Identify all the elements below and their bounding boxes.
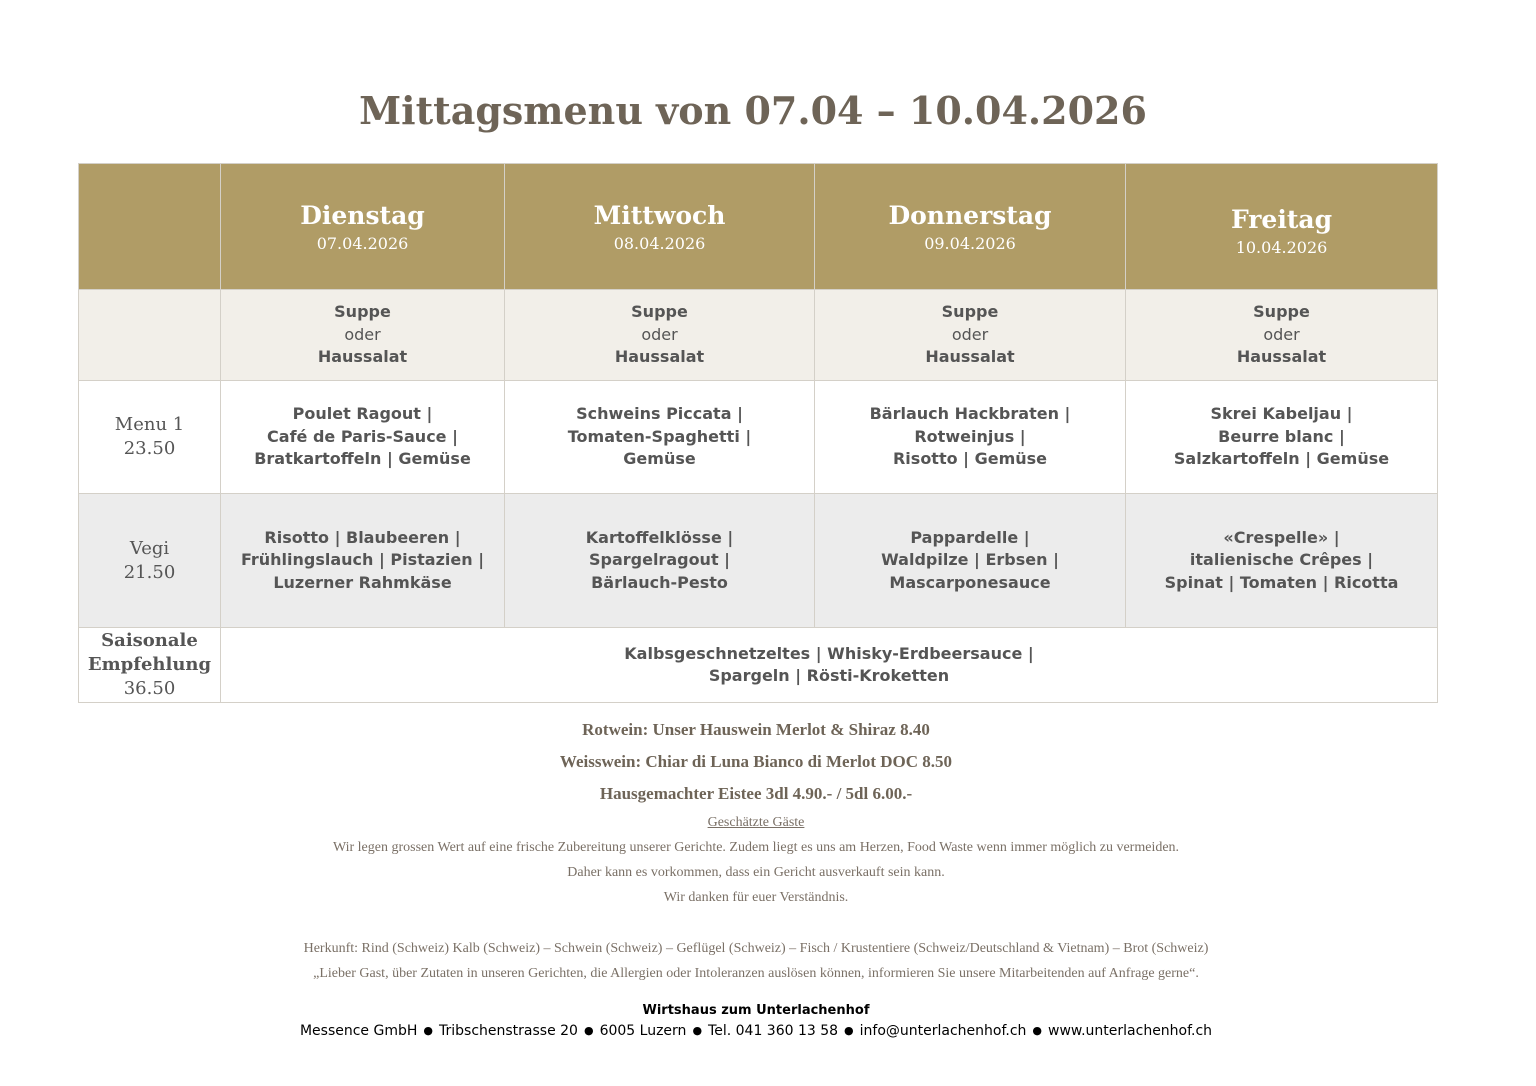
footer-phone[interactable]: Tel. 041 360 13 58	[708, 1023, 839, 1039]
footer-street: Tribschenstrasse 20	[439, 1023, 578, 1039]
day-header-tuesday	[221, 164, 505, 290]
bullet-icon: ●	[1032, 1024, 1043, 1037]
day-name: Dienstag	[300, 200, 425, 230]
salad-text: Haussalat	[614, 347, 705, 367]
dish-line: Spargelragout |	[588, 550, 731, 570]
bullet-icon: ●	[692, 1024, 703, 1037]
dish-line: Risotto | Blaubeeren |	[264, 527, 461, 547]
dish-line: Waldpilze | Erbsen |	[881, 550, 1059, 570]
footer-email-link[interactable]: info@unterlachenhof.ch	[859, 1023, 1027, 1039]
drink-ice-tea: Hausgemachter Eistee 3dl 4.90.- / 5dl 6.00.-	[599, 784, 913, 803]
seasonal-label-cell	[79, 628, 221, 703]
soup-or-text: oder	[641, 324, 678, 344]
dish-line: Risotto | Gemüse	[892, 449, 1047, 469]
footer-restaurant-name: Wirtshaus zum Unterlachenhof	[642, 1003, 870, 1018]
vegi-dish-friday	[1126, 494, 1438, 628]
dish-line: «Crespelle» |	[1223, 527, 1340, 547]
dish-line: italienische Crêpes |	[1189, 550, 1374, 570]
salad-text: Haussalat	[1236, 347, 1327, 367]
footer-contact-line	[0, 1023, 1512, 1039]
allergy-text: „Lieber Gast, über Zutaten in unseren Gerichten, die Allergien oder Intoleranzen auslösen können, informieren Sie unsere Mitarbeitenden auf Anfrage gerne“.	[313, 966, 1199, 981]
day-date: 10.04.2026	[1235, 237, 1328, 257]
header-empty-cell	[79, 164, 221, 290]
soup-cell	[505, 290, 815, 381]
menu1-price: 23.50	[123, 438, 176, 459]
soup-or-text: oder	[344, 324, 381, 344]
notice-line-3: Wir danken für euer Verständnis.	[663, 890, 849, 905]
soup-text: Suppe	[1253, 302, 1310, 322]
menu1-dish-wednesday	[505, 381, 815, 494]
seasonal-name-1: Saisonale	[101, 630, 198, 651]
footer-website-link[interactable]: www.unterlachenhof.ch	[1048, 1023, 1213, 1039]
day-name: Freitag	[1230, 204, 1333, 234]
soup-or-text: oder	[951, 324, 989, 344]
seasonal-row	[79, 628, 1438, 703]
dish-line: Pappardelle |	[910, 527, 1030, 547]
menu1-label-cell	[79, 381, 221, 494]
menu1-row	[79, 381, 1438, 494]
seasonal-name-2: Empfehlung	[87, 654, 212, 675]
menu1-dish-friday	[1126, 381, 1438, 494]
menu-table	[78, 163, 1438, 703]
dish-line: Poulet Ragout |	[292, 404, 433, 424]
page-title: Mittagsmenu von 07.04 – 10.04.2026	[359, 88, 1147, 133]
dish-line: Salzkartoffeln | Gemüse	[1173, 449, 1390, 469]
salad-text: Haussalat	[317, 347, 408, 367]
day-header-row	[79, 164, 1438, 290]
soup-text: Suppe	[334, 302, 391, 322]
dish-line: Bärlauch Hackbraten |	[869, 404, 1071, 424]
vegi-row	[79, 494, 1438, 628]
drink-white-wine: Weisswein: Chiar di Luna Bianco di Merlot DOC 8.50	[559, 752, 953, 771]
vegi-label-cell	[79, 494, 221, 628]
soup-cell	[221, 290, 505, 381]
dish-line: Café de Paris-Sauce |	[267, 426, 458, 446]
day-header-friday	[1126, 164, 1438, 290]
day-date: 07.04.2026	[316, 233, 409, 253]
menu1-dish-thursday	[815, 381, 1126, 494]
dish-line: Bratkartoffeln | Gemüse	[254, 449, 471, 469]
dish-line: Rotweinjus |	[914, 426, 1026, 446]
soup-label-cell	[79, 290, 221, 381]
dish-line: Mascarponesauce	[889, 572, 1051, 592]
dish-line: Schweins Piccata |	[576, 404, 743, 424]
day-header-wednesday	[505, 164, 815, 290]
salad-text: Haussalat	[925, 347, 1015, 367]
dish-line: Kalbsgeschnetzeltes | Whisky-Erdbeersauce |	[624, 643, 1034, 663]
notice-heading: Geschätzte Gäste	[707, 815, 805, 830]
dish-line: Luzerner Rahmkäse	[273, 572, 452, 592]
soup-cell	[1126, 290, 1438, 381]
dish-line: Tomaten-Spaghetti |	[567, 426, 752, 446]
dish-line: Frühlingslauch | Pistazien |	[240, 550, 485, 570]
bullet-icon: ●	[844, 1024, 854, 1037]
soup-row	[79, 290, 1438, 381]
vegi-dish-thursday	[815, 494, 1126, 628]
vegi-dish-tuesday	[221, 494, 505, 628]
day-date: 09.04.2026	[924, 233, 1016, 253]
bullet-icon: ●	[583, 1024, 594, 1037]
dish-line: Kartoffelklösse |	[585, 527, 734, 547]
soup-cell	[815, 290, 1126, 381]
dish-line: Bärlauch-Pesto	[591, 572, 728, 592]
dish-line: Spargeln | Rösti-Kroketten	[708, 666, 950, 685]
menu1-dish-tuesday	[221, 381, 505, 494]
dish-line: Gemüse	[623, 449, 696, 469]
dish-line: Skrei Kabeljau |	[1210, 404, 1353, 424]
bullet-icon: ●	[423, 1024, 433, 1037]
seasonal-price: 36.50	[123, 678, 176, 699]
notice-line-2: Daher kann es vorkommen, dass ein Gericht ausverkauft sein kann.	[567, 865, 945, 880]
dish-line: Spinat | Tomaten | Ricotta	[1164, 572, 1399, 592]
dish-line: Beurre blanc |	[1218, 426, 1345, 446]
seasonal-dish	[221, 628, 1438, 703]
origin-text: Herkunft: Rind (Schweiz) Kalb (Schweiz) – Schwein (Schweiz) – Geflügel (Schweiz) – Fisch / Krustentiere (Schweiz/Deutschland & Vietnam) – Brot (Schweiz)	[303, 941, 1209, 956]
day-header-thursday	[815, 164, 1126, 290]
vegi-name: Vegi	[129, 537, 170, 559]
soup-or-text: oder	[1263, 324, 1300, 344]
vegi-price: 21.50	[123, 561, 176, 583]
footer-company: Messence GmbH	[299, 1023, 418, 1039]
day-date: 08.04.2026	[613, 233, 706, 253]
soup-text: Suppe	[631, 302, 688, 322]
notice-line-1: Wir legen grossen Wert auf eine frische Zubereitung unserer Gerichte. Zudem liegt es uns am Herzen, Food Waste wenn immer möglich zu vermeiden.	[332, 840, 1180, 855]
day-name: Donnerstag	[888, 200, 1052, 230]
vegi-dish-wednesday	[505, 494, 815, 628]
day-name: Mittwoch	[593, 200, 726, 230]
menu1-name: Menu 1	[114, 414, 185, 435]
drink-red-wine: Rotwein: Unser Hauswein Merlot & Shiraz 8.40	[582, 720, 930, 739]
footer-city: 6005 Luzern	[599, 1023, 687, 1039]
soup-text: Suppe	[941, 302, 999, 322]
